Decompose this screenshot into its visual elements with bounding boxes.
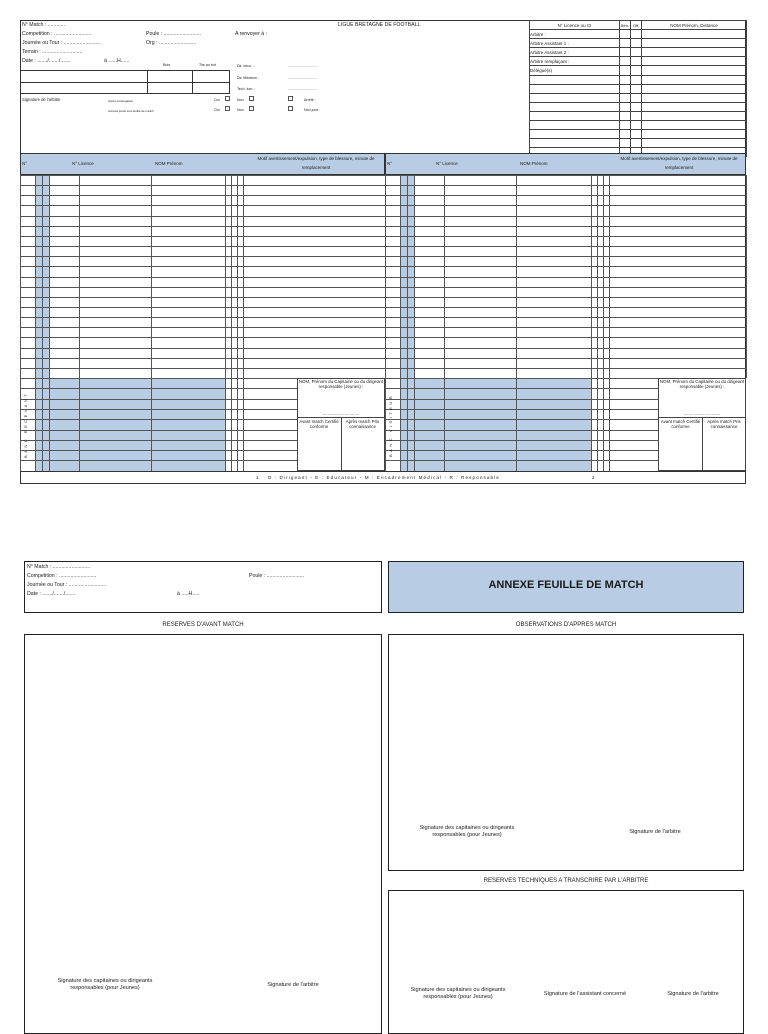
non-2: Non — [237, 108, 244, 112]
grid-row-line — [385, 266, 746, 267]
grid-row-line — [20, 195, 385, 196]
grid-col-line — [444, 378, 445, 471]
grid-row-line — [385, 358, 746, 359]
tech-lum-dots: .............................. — [288, 87, 318, 91]
grid-row-line — [385, 460, 673, 461]
banc-recevant-label: BANC RECEVANT — [23, 391, 28, 459]
official-ben-cell[interactable] — [620, 57, 631, 66]
reserves-avant-title: RESERVES D'AVANT MATCH — [162, 622, 244, 628]
officials-table — [529, 20, 747, 157]
grid-row-line — [20, 317, 385, 318]
grid-row-line — [20, 348, 385, 349]
oui-1: Oui — [214, 98, 220, 102]
dir-secu: Dir. sécu. : — [237, 64, 254, 68]
officials-col-ben: Bén. — [620, 21, 631, 30]
players-grid-away — [385, 175, 746, 378]
players-grid-home — [20, 175, 385, 378]
annexe-jointe: Annexe jointe à la feuille de match — [108, 109, 154, 113]
tirs-au-but-label: Tirs au but — [199, 63, 216, 67]
grid-col-line — [609, 378, 610, 471]
capitaine-dots-away: .............................. — [683, 411, 721, 416]
poule: Poule : .......................... — [146, 31, 202, 37]
capitaine-divider — [297, 417, 385, 418]
grid-row-line — [385, 236, 746, 237]
grid-col-line — [407, 175, 408, 378]
grid-row-line — [385, 450, 673, 451]
date: Date : ......./......./....... — [22, 58, 71, 64]
checkbox-non-1[interactable] — [249, 96, 254, 101]
footer-page-2: 2 — [592, 475, 595, 480]
grid-col-line — [609, 175, 610, 378]
official-name-cell[interactable] — [642, 66, 747, 75]
avant-match-home: Avant match Certifié conforme — [299, 419, 339, 429]
official-assistant-2: Arbitre Assistant 2 : — [530, 48, 620, 57]
reserves-avant-box[interactable] — [24, 634, 382, 1034]
tech-lum: Tech. lum. : — [237, 87, 256, 91]
capitaine-box-home: NOM, Prénom du Capitaine ou du dirigeant responsable (Jeunes) : — [298, 379, 384, 389]
grid-column-shade — [79, 378, 151, 471]
grid-row-line — [385, 368, 746, 369]
techniques-sig-assistant: Signature de l'assistant concerné — [543, 991, 627, 997]
grid-row-line — [385, 216, 746, 217]
grid-row-line — [385, 277, 746, 278]
dir-medecin: Dir. Médecin : — [237, 76, 259, 80]
grid-col-line — [414, 378, 415, 471]
grid-col-line — [42, 175, 43, 378]
reserves-avant-sig-arbitre: Signature de l'arbitre — [267, 982, 319, 988]
grid-col-line — [79, 175, 80, 378]
grid-row-line — [20, 378, 307, 379]
checkbox-oui-1[interactable] — [225, 96, 230, 101]
grid-row-line — [385, 205, 746, 206]
observations-sig-capitaines: Signature des capitaines ou dirigeants responsables (pour Jeunes) — [419, 825, 515, 838]
grid-col-line — [385, 378, 386, 471]
official-name-cell[interactable] — [642, 48, 747, 57]
grid-row-line — [20, 205, 385, 206]
grid-col-line — [444, 175, 445, 378]
reserves-techniques-title: RESERVES TECHNIQUES A TRANSCRIRE PAR L'ARBITRE — [483, 878, 649, 884]
grid-col-line — [231, 175, 232, 378]
capitaine-dots-home: .............................. — [322, 411, 360, 416]
grid-row-line — [385, 256, 746, 257]
grid-row-line — [385, 419, 673, 420]
banc-visiteur-label: BANC VISITEUR — [388, 393, 393, 457]
grid-col-line — [237, 378, 238, 471]
grid-row-line — [20, 358, 385, 359]
grid-row-line — [20, 297, 385, 298]
grid-row-line — [20, 185, 385, 186]
checkbox-oui-2[interactable] — [225, 106, 230, 111]
official-ben-cell[interactable] — [620, 30, 631, 39]
grid-col-line — [516, 175, 517, 378]
official-off-cell[interactable] — [631, 57, 642, 66]
grid-row-line — [385, 388, 673, 389]
grid-col-line — [49, 378, 50, 471]
grid-col-line — [20, 378, 21, 471]
col-licence-right: N° Licence — [436, 161, 458, 166]
annexe-poule: Poule : .......................... — [249, 573, 305, 579]
grid-row-line — [20, 236, 385, 237]
official-name-cell[interactable] — [642, 30, 747, 39]
apres-prolongation: Après prolongation — [108, 99, 134, 103]
grid-row-line — [20, 327, 385, 328]
grid-column-shade — [516, 378, 591, 471]
grid-col-line — [151, 175, 152, 378]
grid-row-line — [20, 246, 385, 247]
capitaine-box-away: NOM, Prénom du Capitaine ou du dirigeant responsable (Jeunes) : — [659, 379, 745, 389]
apres-match-away: Après match Pris connaissance — [707, 419, 741, 429]
oui-2: Oui — [214, 108, 220, 112]
grid-col-line — [49, 175, 50, 378]
grid-col-line — [400, 378, 401, 471]
grid-col-line — [597, 378, 598, 471]
grid-row-line — [20, 368, 385, 369]
grid-col-line — [79, 378, 80, 471]
grid-row-line — [20, 440, 307, 441]
legend-footer: D : Dirigeant - E : Educateur - M : Encadrement Médical - R : Responsable — [268, 475, 500, 480]
non-joue: Non joué : — [304, 108, 321, 112]
grid-row-line — [20, 409, 307, 410]
grid-row-line — [20, 419, 307, 420]
terrain: Terrain : ............................ — [22, 49, 83, 55]
annexe-match-number: N° Match : .......................... — [27, 564, 91, 570]
techniques-sig-capitaines: Signature des capitaines ou dirigeants responsables (pour Jeunes) — [410, 987, 506, 1000]
official-off-cell[interactable] — [631, 66, 642, 75]
col-nom-left: NOM Prénom — [155, 161, 183, 166]
grid-row-line — [385, 430, 673, 431]
grid-col-line — [35, 378, 36, 471]
grid-col-line — [35, 175, 36, 378]
arrete: Arrêté : — [304, 98, 316, 102]
heure: à ......H...... — [104, 58, 130, 64]
reserves-techniques-box[interactable] — [388, 890, 744, 1034]
grid-col-line — [225, 378, 226, 471]
grid-row-line — [385, 246, 746, 247]
grid-col-line — [591, 378, 592, 471]
col-no-left: N° — [22, 161, 28, 166]
grid-row-line — [385, 226, 746, 227]
annexe-title: ANNEXE FEUILLE DE MATCH — [488, 579, 644, 591]
grid-col-line — [597, 175, 598, 378]
grid-col-line — [243, 378, 244, 471]
capitaine-divider — [658, 417, 746, 418]
grid-col-line — [407, 378, 408, 471]
grid-row-line — [385, 378, 673, 379]
grid-row-line — [20, 175, 385, 176]
annexe-heure: à .....H..... — [177, 591, 200, 597]
official-assistant-1: Arbitre Assistant 1 : — [530, 39, 620, 48]
grid-row-line — [20, 287, 385, 288]
officials-col-licence: N° Licence ou CI — [530, 21, 620, 30]
col-licence-left: N° Licence — [72, 161, 94, 166]
observations-sig-arbitre: Signature de l'arbitre — [629, 829, 681, 835]
grid-col-line — [603, 175, 604, 378]
grid-row-line — [385, 297, 746, 298]
signature-arbitre: Signature de l'arbitre — [22, 97, 61, 102]
grid-row-line — [20, 307, 385, 308]
grid-col-line — [414, 175, 415, 378]
grid-row-line — [385, 195, 746, 196]
buts-label: Buts — [163, 63, 171, 67]
annexe-competition: Competition : .......................... — [27, 573, 97, 579]
grid-row-line — [20, 388, 307, 389]
grid-row-line — [385, 317, 746, 318]
grid-column-shade — [49, 378, 79, 471]
grid-column-shade — [407, 378, 414, 471]
observations-apres-title: OBSERVATIONS D'APPRES MATCH — [515, 622, 617, 628]
grid-row-line — [385, 399, 673, 400]
grid-col-line — [385, 175, 386, 378]
grid-col-line — [603, 378, 604, 471]
grid-column-shade — [414, 378, 444, 471]
grid-col-line — [231, 378, 232, 471]
a-renvoyer: A renvoyer à : — [235, 31, 268, 37]
grid-row-line — [385, 348, 746, 349]
grid-row-line — [20, 226, 385, 227]
grid-row-line — [385, 307, 746, 308]
official-arbitre: Arbitre : — [530, 30, 620, 39]
grid-row-line — [20, 337, 385, 338]
grid-row-line — [20, 216, 385, 217]
grid-column-shade — [444, 378, 516, 471]
checkbox-arrete[interactable] — [288, 96, 293, 101]
grid-column-shade — [400, 378, 407, 471]
grid-col-line — [746, 175, 747, 378]
grid-row-line — [20, 450, 307, 451]
grid-row-line — [385, 287, 746, 288]
grid-col-line — [516, 378, 517, 471]
checkbox-non-2[interactable] — [249, 106, 254, 111]
official-name-cell[interactable] — [642, 57, 747, 66]
col-nom-right: NOM Prénom — [520, 161, 548, 166]
grid-row-line — [20, 399, 307, 400]
official-ben-cell[interactable] — [620, 39, 631, 48]
avant-match-away: Avant match Certifié conforme — [660, 419, 701, 429]
official-delegues: Délégué(s) — [530, 66, 620, 75]
grid-column-shade — [35, 378, 42, 471]
grid-row-line — [20, 256, 385, 257]
grid-column-shade — [151, 378, 225, 471]
grid-row-line — [385, 175, 746, 176]
official-ben-cell[interactable] — [620, 48, 631, 57]
grid-row-line — [385, 409, 673, 410]
annexe-date: Date : ......./......./....... — [27, 591, 76, 597]
techniques-sig-arbitre: Signature de l'arbitre — [667, 991, 719, 997]
grid-col-line — [243, 175, 244, 378]
non-1: Non — [237, 98, 244, 102]
match-number: N° Match : ............ — [22, 22, 66, 28]
official-off-cell[interactable] — [631, 48, 642, 57]
official-remplacant: Arbitre remplaçant : — [530, 57, 620, 66]
grid-row-line — [385, 185, 746, 186]
grid-col-line — [42, 378, 43, 471]
ligue-title: LIGUE BRETAGNE DE FOOTBALL — [338, 22, 421, 28]
grid-col-line — [225, 175, 226, 378]
reserves-avant-sig-capitaines: Signature des capitaines ou dirigeants responsables (pour Jeunes) — [57, 978, 153, 991]
annexe-journee: Journée ou Tour : .......................... — [27, 582, 107, 588]
grid-col-line — [400, 175, 401, 378]
org: Org : .......................... — [146, 40, 197, 46]
officials-col-nom: NOM Prénom, Distance — [642, 21, 747, 30]
grid-row-line — [20, 460, 307, 461]
grid-col-line — [20, 175, 21, 378]
competition: Competition : .......................... — [22, 31, 92, 37]
col-no-right: N° — [387, 161, 393, 166]
grid-row-line — [20, 430, 307, 431]
grid-column-shade — [42, 378, 49, 471]
grid-col-line — [237, 175, 238, 378]
grid-row-line — [20, 266, 385, 267]
grid-col-line — [591, 175, 592, 378]
officials-col-off: Off. — [631, 21, 642, 30]
official-name-cell[interactable] — [642, 39, 747, 48]
col-motif-left: Motif avertissement/expulsion, type de blessure, minute de remplacement — [257, 156, 375, 170]
grid-row-line — [385, 440, 673, 441]
checkbox-non-joue[interactable] — [288, 106, 293, 111]
grid-row-line — [385, 327, 746, 328]
grid-row-line — [385, 337, 746, 338]
official-off-cell[interactable] — [631, 39, 642, 48]
official-off-cell[interactable] — [631, 30, 642, 39]
footer-page-1: 1 — [256, 475, 259, 480]
col-motif-right: Motif avertissement/expulsion, type de blessure, minute de remplacement — [620, 156, 738, 170]
dir-secu-dots: .............................. — [288, 64, 318, 68]
grid-row-line — [20, 277, 385, 278]
apres-match-home: Après match Pris connaissance — [345, 419, 380, 429]
journee: Journée ou Tour : .......................... — [22, 40, 102, 46]
dir-medecin-dots: .............................. — [288, 76, 318, 80]
official-ben-cell[interactable] — [620, 66, 631, 75]
grid-col-line — [151, 378, 152, 471]
